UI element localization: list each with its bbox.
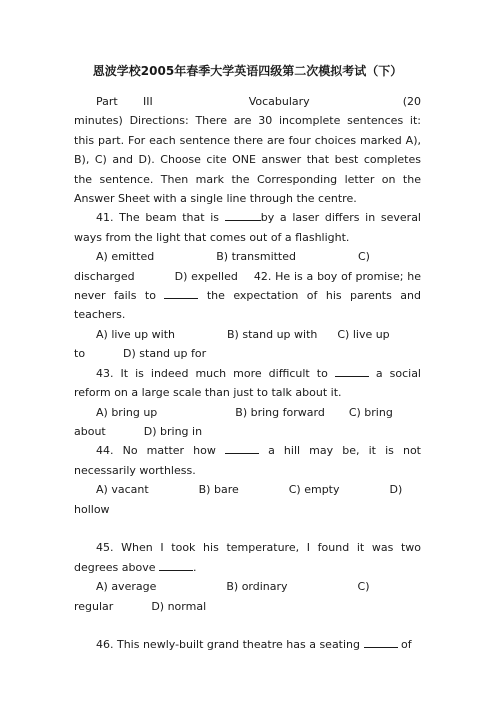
- section-heading: Vocabulary: [248, 95, 310, 108]
- option-b: B) transmitted: [216, 250, 296, 264]
- question-44-options-cont: [74, 500, 421, 519]
- question-44-stem: 44. No matter how: [96, 444, 225, 458]
- document-title: 恩波学校2005年春季大学英语四级第二次模拟考试（下）: [92, 64, 403, 78]
- question-42-stem-end: the expectation of his parents and teachers.: [74, 289, 421, 322]
- part-heading: Part III: [96, 95, 153, 108]
- question-44: [74, 441, 421, 480]
- question-43-options-cont: [74, 422, 421, 441]
- answer-blank: [164, 288, 198, 299]
- option-c: C) bring: [348, 405, 393, 419]
- question-42-options: [74, 325, 421, 344]
- question-42-stem: 42. He is a boy of promise; he never fails to: [74, 269, 421, 303]
- option-b: B) bare: [198, 483, 239, 497]
- option-a: A) live up with: [96, 327, 175, 341]
- option-a: A) bring up: [96, 405, 158, 419]
- option-c: C) empty: [288, 483, 340, 497]
- answer-blank: [364, 637, 398, 648]
- option-d: D): [389, 483, 403, 497]
- answer-blank: [225, 443, 259, 454]
- option-c-text: regular: [74, 599, 114, 613]
- option-d: D) bring in: [143, 424, 203, 438]
- option-d: D) normal: [151, 599, 207, 613]
- question-45-options-cont: [74, 597, 421, 616]
- option-a: A) emitted: [96, 250, 155, 264]
- option-d: D) stand up for: [123, 347, 207, 361]
- option-c: C) live up: [337, 327, 390, 341]
- time-limit: (20 minutes): [74, 95, 421, 128]
- option-c: C): [358, 250, 370, 264]
- question-41: [74, 208, 421, 247]
- question-46: [74, 635, 421, 654]
- question-42-options-cont: [74, 344, 421, 363]
- question-46-stem-end: of: [397, 638, 412, 652]
- question-43-stem-end: a social reform on a large scale than just to talk about it.: [74, 366, 421, 400]
- question-45-stem: 45. When I took his temperature, I found it was two degrees above: [74, 541, 421, 574]
- question-43-stem: 43. It is indeed much more difficult to: [96, 366, 335, 380]
- question-44-stem-end: a hill may be, it is not necessarily worthless.: [74, 444, 421, 477]
- option-a: A) vacant: [96, 483, 149, 497]
- question-45: [74, 538, 421, 577]
- question-45-stem-end: .: [193, 560, 197, 574]
- question-45-options: [74, 577, 421, 596]
- question-43-options: [74, 403, 421, 422]
- question-41-stem-end: by a laser differs in several ways from the light that comes out of a flashlight.: [74, 211, 421, 244]
- option-b: B) bring forward: [235, 405, 325, 419]
- option-c-text: about: [74, 424, 106, 438]
- question-43: [74, 364, 421, 403]
- directions-text: Directions: There are 30 incomplete sentences it: this part. For each sentence there are four choices marked A), B), C) and D). Choose cite ONE answer that best completes the sentence. Then mark the Corresponding letter on the Answer Sheet with a single line through the centre.: [74, 114, 421, 206]
- question-46-stem: 46. This newly-built grand theatre has a seating: [96, 638, 364, 652]
- option-c-text: discharged: [74, 269, 135, 283]
- question-41-options-cont: [74, 267, 421, 325]
- answer-blank: [335, 366, 369, 377]
- option-a: A) average: [96, 580, 157, 594]
- option-b: B) ordinary: [226, 580, 288, 594]
- directions-paragraph: [74, 92, 421, 208]
- option-d: D) expelled: [174, 269, 238, 283]
- document-body: [74, 92, 421, 655]
- question-41-options: [74, 247, 421, 266]
- option-b: B) stand up with: [227, 327, 318, 341]
- option-c: C): [357, 580, 370, 594]
- question-41-stem: 41. The beam that is: [96, 211, 225, 225]
- answer-blank: [159, 560, 193, 571]
- option-c-text: to: [74, 347, 86, 361]
- answer-blank: [225, 210, 261, 221]
- option-d-text: hollow: [74, 502, 110, 516]
- question-44-options: [74, 480, 421, 499]
